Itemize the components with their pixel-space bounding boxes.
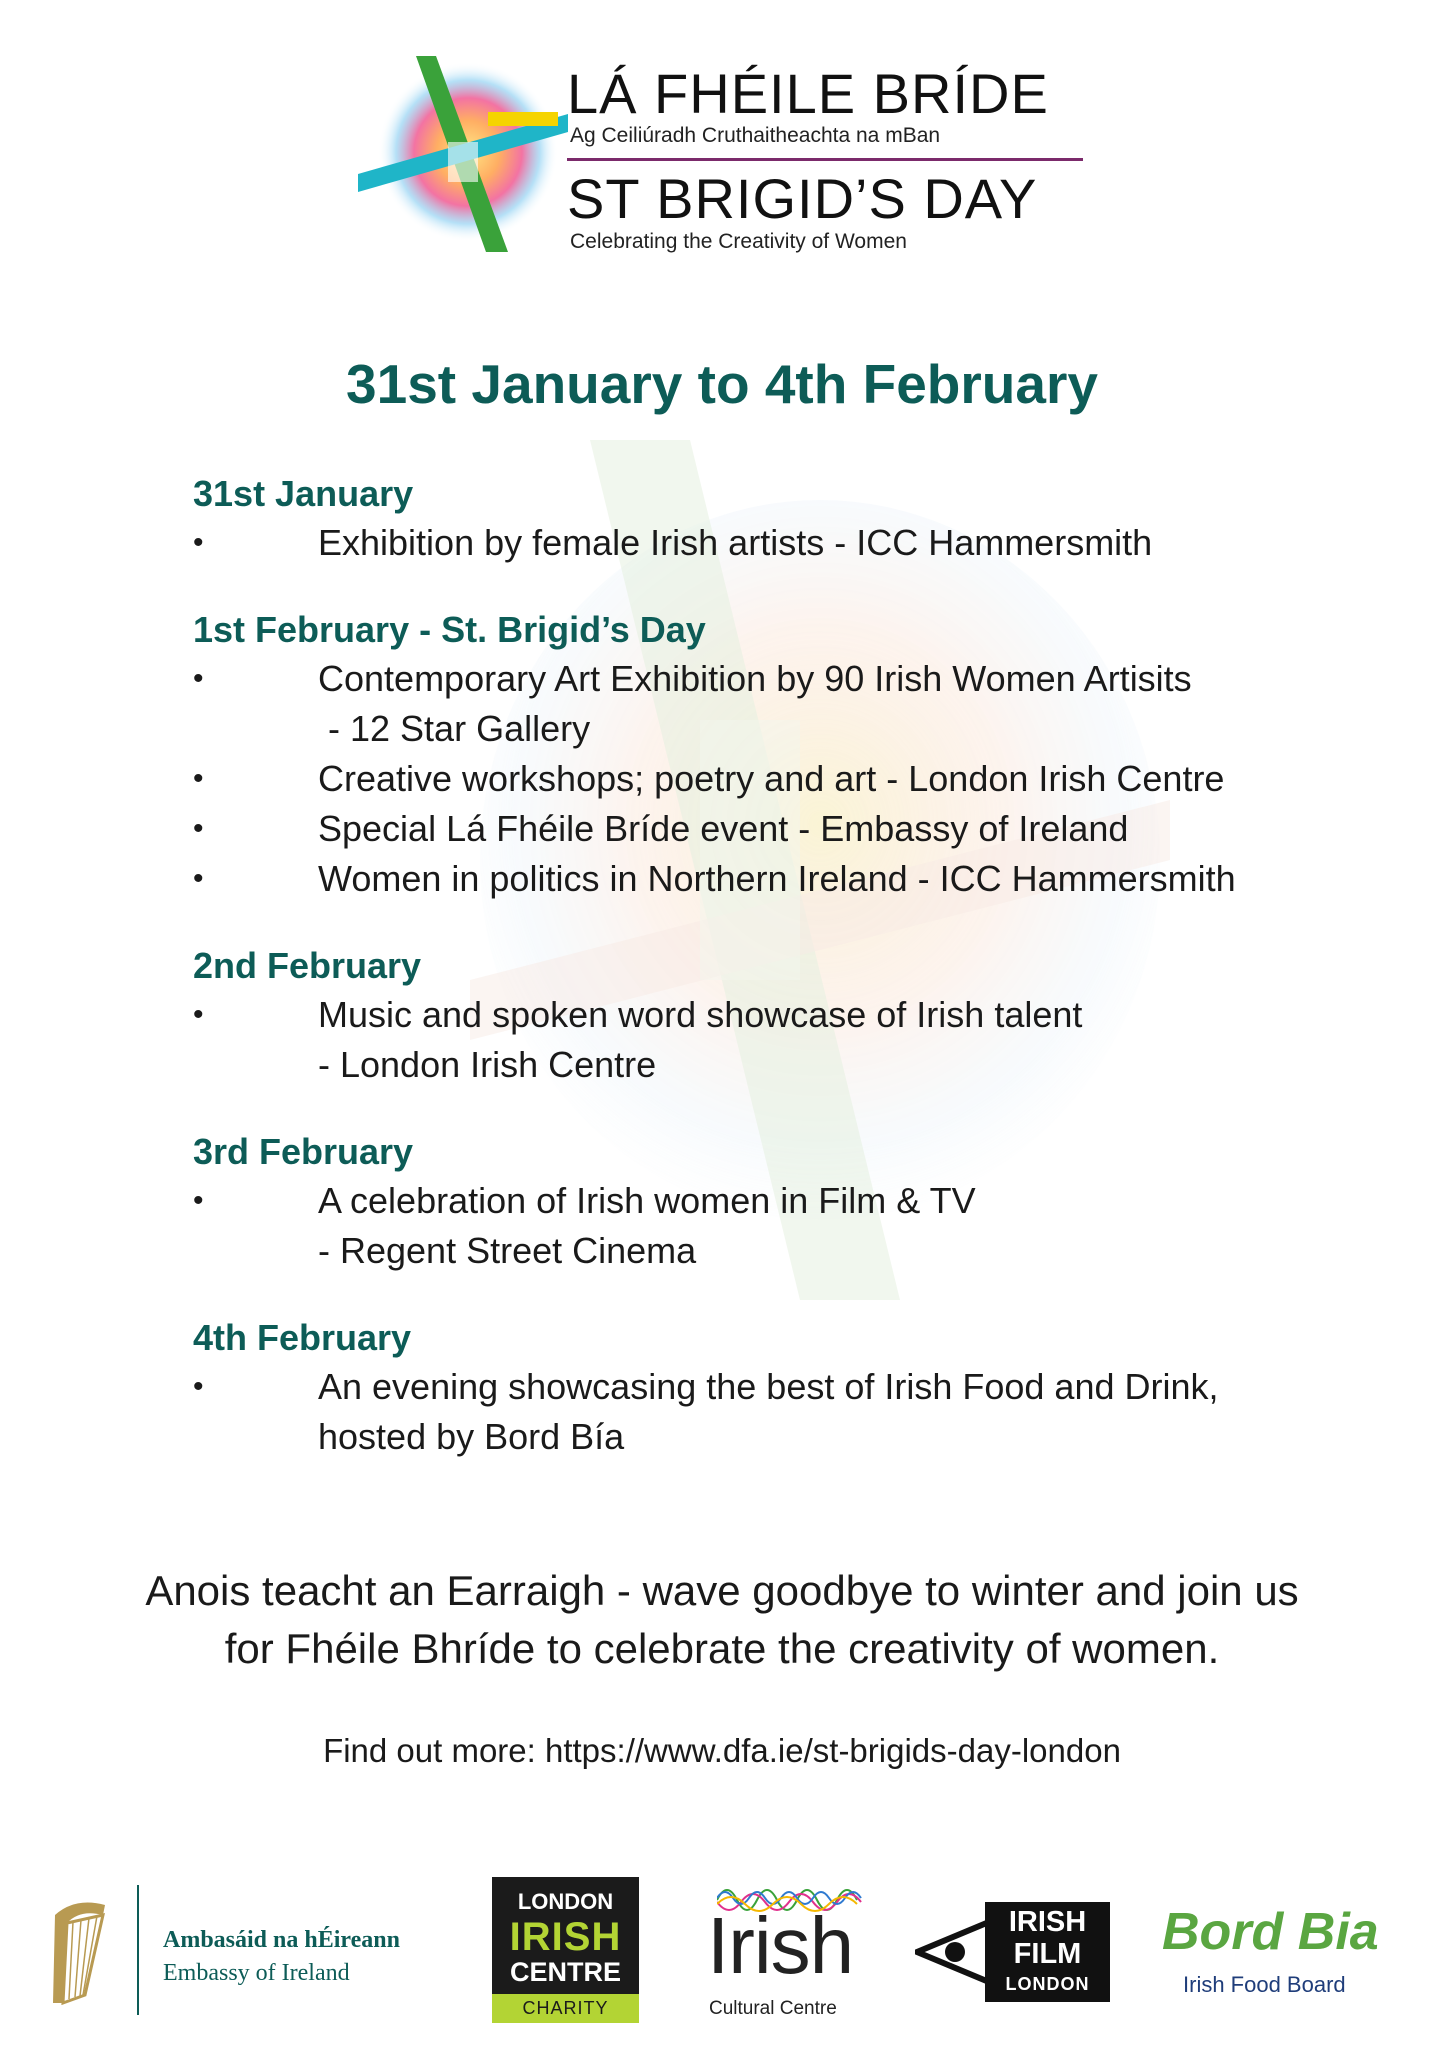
icc-word: Irish: [707, 1901, 854, 1990]
event-text: Creative workshops; poetry and art - London Irish Centre: [318, 758, 1225, 799]
bullet: •: [193, 1370, 204, 1403]
embassy-english-name: Embassy of Ireland: [163, 1960, 350, 1986]
bullet: •: [193, 862, 204, 895]
event-item: [193, 804, 1393, 854]
eye-icon: [915, 1920, 993, 1984]
event-text-continued: - Regent Street Cinema: [318, 1230, 697, 1271]
bullet: •: [193, 998, 204, 1031]
schedule-day: [193, 470, 1393, 568]
lic-line-centre: CENTRE: [509, 1957, 621, 1987]
event-item: [193, 654, 1393, 754]
bord-bia-subtitle: Irish Food Board: [1183, 1972, 1346, 1997]
closing-line-2: for Fhéile Bhríde to celebrate the creativity of women.: [224, 1625, 1220, 1672]
irish-cultural-centre-logo: [707, 1880, 867, 2030]
event-item: [193, 754, 1393, 804]
bullet: •: [193, 812, 204, 845]
bullet: •: [193, 1184, 204, 1217]
event-schedule: [193, 470, 1393, 1500]
bord-bia-logo: [1162, 1902, 1387, 2022]
harp-icon: [45, 1895, 115, 2010]
day-heading: 3rd February: [193, 1131, 414, 1172]
closing-message: [0, 1562, 1444, 1678]
logo-divider: [567, 158, 1083, 161]
irish-subtitle: Ag Ceiliúradh Cruthaitheachta na mBan: [570, 124, 941, 147]
bullet: •: [193, 526, 204, 559]
irish-title: LÁ FHÉILE BRÍDE: [567, 62, 1049, 125]
event-item: [193, 1176, 1393, 1276]
ifl-line-irish: IRISH: [1008, 1906, 1087, 1938]
ifl-line-london: LONDON: [1005, 1974, 1090, 1994]
page-title: 31st January to 4th February: [346, 353, 1098, 415]
event-text-continued: - London Irish Centre: [318, 1044, 657, 1085]
event-item: [193, 990, 1393, 1090]
bord-bia-name: Bord Bia: [1162, 1903, 1379, 1961]
schedule-day: [193, 1314, 1393, 1462]
find-out-more-link[interactable]: Find out more: https://www.dfa.ie/st-brigids-day-london: [323, 1732, 1121, 1769]
embassy-irish-name: Ambasáid na hÉireann: [163, 1927, 400, 1953]
event-item: [193, 518, 1393, 568]
event-text-continued: hosted by Bord Bía: [318, 1416, 625, 1457]
event-item: [193, 1362, 1393, 1462]
event-text: A celebration of Irish women in Film & TV: [318, 1180, 976, 1221]
st-brigids-cross-icon: [358, 52, 568, 262]
lic-line-london: LONDON: [517, 1889, 614, 1914]
day-heading: 31st January: [193, 473, 414, 514]
english-subtitle: Celebrating the Creativity of Women: [570, 230, 907, 253]
london-irish-centre-logo: [492, 1877, 639, 2023]
bullet: •: [193, 662, 204, 695]
schedule-day: [193, 606, 1393, 904]
event-text: An evening showcasing the best of Irish Food and Drink,: [318, 1366, 1219, 1407]
lic-line-irish: IRISH: [509, 1915, 622, 1959]
event-text: Music and spoken word showcase of Irish talent: [318, 994, 1083, 1035]
embassy-divider: [137, 1885, 139, 2015]
day-heading: 2nd February: [193, 945, 422, 986]
day-heading: 4th February: [193, 1317, 412, 1358]
lic-line-charity: CHARITY: [492, 1994, 639, 2023]
ifl-line-film: FILM: [1013, 1938, 1082, 1970]
event-text: Exhibition by female Irish artists - ICC Hammersmith: [318, 522, 1153, 563]
event-text: Women in politics in Northern Ireland - ICC Hammersmith: [318, 858, 1236, 899]
event-text-continued: - 12 Star Gallery: [318, 708, 591, 749]
bullet: •: [193, 762, 204, 795]
event-logo-text: [567, 64, 1087, 255]
icc-subtitle: Cultural Centre: [709, 1998, 837, 2019]
event-item: [193, 854, 1393, 904]
day-heading: 1st February - St. Brigid’s Day: [193, 609, 706, 650]
schedule-day: [193, 942, 1393, 1090]
ifl-box: [985, 1902, 1110, 2002]
event-text: Contemporary Art Exhibition by 90 Irish Women Artisits: [318, 658, 1192, 699]
event-text: Special Lá Fhéile Bríde event - Embassy of Ireland: [318, 808, 1129, 849]
english-title: ST BRIGID’S DAY: [567, 167, 1038, 230]
closing-line-1: Anois teacht an Earraigh - wave goodbye to winter and join us: [145, 1567, 1299, 1614]
irish-film-london-logo: [915, 1902, 1110, 2002]
schedule-day: [193, 1128, 1393, 1276]
